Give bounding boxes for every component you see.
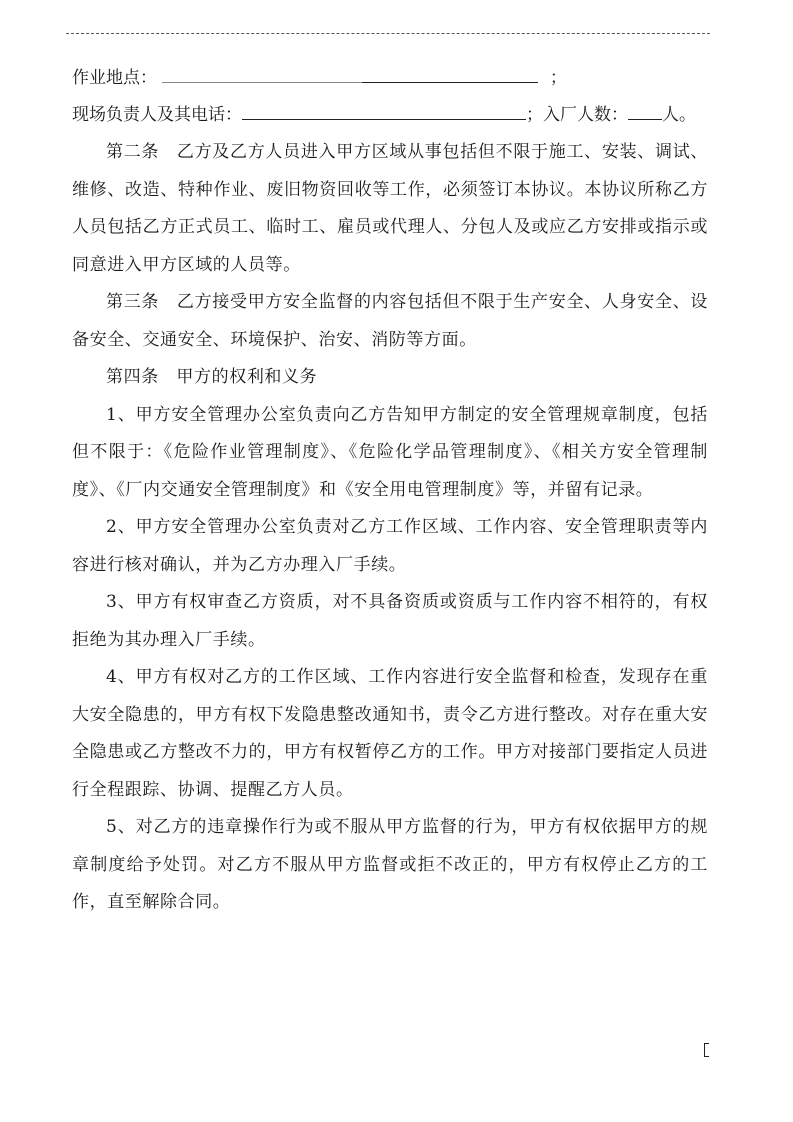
clause-number: 1、 — [106, 404, 136, 425]
document-body — [72, 60, 708, 922]
contact-field[interactable] — [242, 99, 526, 120]
clause-text: 甲方安全管理办公室负责对乙方工作区域、工作内容、安全管理职责等内容进行核对确认，并为乙方办理入厂手续。 — [72, 517, 708, 575]
clause-4 — [72, 659, 708, 809]
page-bracket-mark — [704, 1043, 709, 1057]
work-location-row — [72, 60, 708, 97]
article-text: 甲方的权利和义务 — [176, 367, 318, 387]
clause-number: 4、 — [106, 667, 136, 687]
contact-end: ； — [526, 105, 543, 125]
clause-3 — [72, 584, 708, 659]
clause-text: 甲方有权对乙方的工作区域、工作内容进行安全监督和检查，发现存在重大安全隐患的，甲方有权下发隐患整改通知书，责令乙方进行整改。对存在重大安全隐患或乙方整改不力的，甲方有权暂停乙方的工作。甲方对接部门要指定人员进行全程跟踪、协调、提醒乙方人员。 — [72, 667, 708, 800]
work-location-end: ； — [549, 68, 567, 88]
article-text: 乙方及乙方人员进入甲方区域从事包括但不限于施工、安装、调试、维修、改造、特种作业、废旧物资回收等工作，必须签订本协议。本协议所称乙方人员包括乙方正式员工、临时工、雇员或代理人、分包人及或应乙方安排或指示或同意进入甲方区域的人员等。 — [72, 142, 709, 275]
article-2 — [72, 134, 708, 284]
headcount-label: 入厂人数： — [543, 105, 628, 125]
article-3 — [72, 284, 708, 359]
header-dashed-rule — [66, 33, 710, 34]
clause-text: 对乙方的违章操作行为或不服从甲方监督的行为，甲方有权依据甲方的规章制度给予处罚。对乙方不服从甲方监督或拒不改正的，甲方有权停止乙方的工作，直至解除合同。 — [72, 817, 708, 912]
work-location-blank-part1[interactable] — [162, 62, 362, 83]
clause-text: 甲方安全管理办公室负责向乙方告知甲方制定的安全管理规章制度，包括但不限于：《危险作业管理制度》、《危险化学品管理制度》、《相关方安全管理制度》、《厂内交通安全管理制度》和《安全用电管理制度》等，并留有记录。 — [72, 404, 708, 500]
clause-5 — [72, 809, 708, 922]
clause-2 — [72, 509, 708, 584]
article-4 — [72, 359, 708, 397]
work-location-label: 作业地点： — [72, 68, 157, 88]
work-location-field[interactable] — [362, 62, 538, 83]
article-text: 乙方接受甲方安全监督的内容包括但不限于生产安全、人身安全、设备安全、交通安全、环境保护、治安、消防等方面。 — [72, 292, 709, 350]
article-heading: 第三条 — [106, 292, 160, 312]
clause-number: 5、 — [106, 817, 136, 837]
clause-number: 3、 — [106, 592, 136, 612]
clause-text: 甲方有权审查乙方资质，对不具备资质或资质与工作内容不相符的，有权拒绝为其办理入厂手续。 — [72, 592, 708, 650]
article-heading: 第四条 — [106, 367, 159, 387]
headcount-unit: 人。 — [662, 105, 696, 125]
article-heading: 第二条 — [106, 142, 160, 162]
clause-1 — [72, 397, 708, 510]
headcount-field[interactable] — [628, 99, 662, 120]
clause-number: 2、 — [106, 517, 136, 537]
contact-label: 现场负责人及其电话： — [72, 105, 242, 125]
contact-row — [72, 97, 708, 134]
